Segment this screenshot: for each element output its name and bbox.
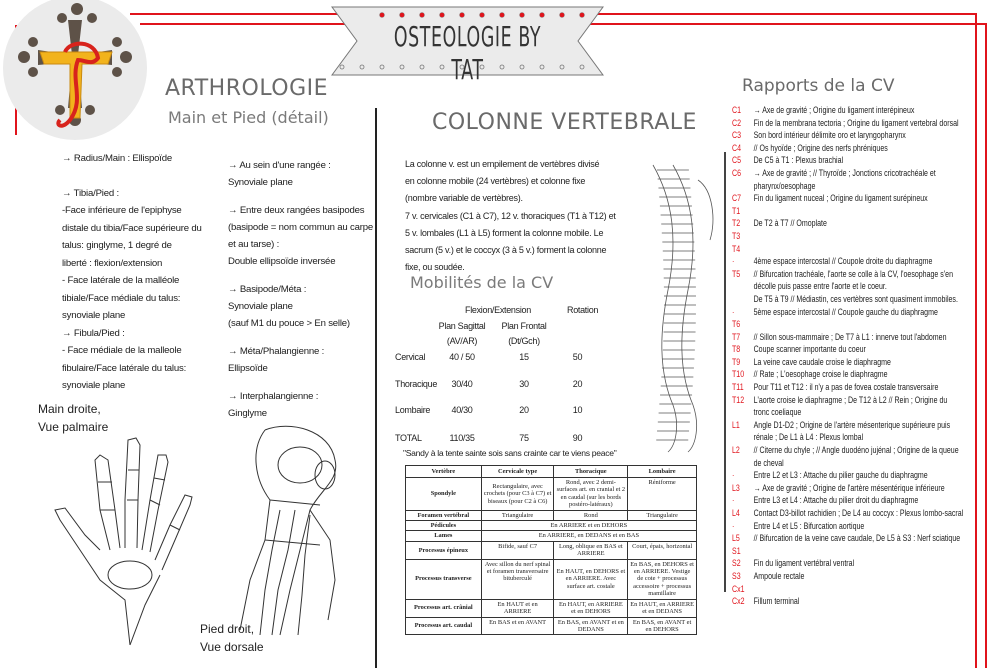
text-line: Synoviale plane [228, 301, 293, 312]
text-line: 5 v. lombales (L1 à L5) forment la colonne mobile. Le [405, 227, 604, 238]
text-line [228, 332, 378, 343]
vertebra-label: S2 [732, 558, 741, 569]
arthrologie-title: ARTHROLOGIE [165, 76, 329, 101]
text-line: La colonne v. est un empilement de vertèbres divisé [405, 159, 600, 169]
vertebra-comparison-table [405, 465, 697, 635]
text-line: fixe, ou soudée. [405, 262, 465, 273]
text-line: → Au sein d'une rangée : [228, 160, 331, 171]
table-row [406, 521, 697, 531]
rapport-item [732, 469, 964, 482]
rapport-item [732, 595, 964, 608]
text-line: distale du tibia/Face supérieure du [62, 222, 202, 234]
rapport-text [754, 230, 964, 243]
rapport-item [732, 293, 964, 306]
column-divider [724, 152, 726, 592]
vertebra-label: Cx1 [732, 583, 745, 594]
rapport-item [732, 129, 964, 142]
vertebra-label: T8 [732, 344, 741, 355]
rotation-header: Rotation [567, 305, 599, 315]
frame-line [975, 13, 977, 668]
table-row [406, 478, 697, 511]
text-line: liberté : flexion/extension [62, 257, 163, 269]
rapport-item [732, 117, 964, 130]
text-line: -Face inférieure de l'epiphyse [62, 205, 182, 216]
text-line: → Entre deux rangées basipodes [228, 205, 365, 216]
table-row [406, 541, 697, 559]
vertebra-label: L1 [732, 419, 740, 430]
text-line: et au tarse) : [228, 239, 280, 250]
header-cell: Lombaire [628, 466, 697, 478]
rapport-text: De C5 à T1 : Plexus brachial [753, 155, 844, 166]
mobility-value: 90 [572, 433, 583, 443]
rapport-text: L'aorte croise le diaphragme ; De T12 à L2 // Rein ; Origine du tronc coeliaque [753, 394, 948, 418]
rapport-text: La veine cave caudale croise le diaphragme [753, 356, 891, 367]
vertebra-label: C2 [732, 117, 741, 128]
vertebra-label: C5 [732, 155, 741, 166]
rapport-item [732, 142, 964, 155]
rapport-item [732, 356, 964, 369]
rapport-item [732, 583, 964, 596]
rapport-item [732, 306, 964, 319]
rapport-item [732, 167, 964, 192]
rapport-text: → Axe de gravité ; // Thyroïde ; Jonctions cricotrachéale et pharynx/oesophage [753, 167, 936, 191]
cell: Court, épais, horizontal [628, 541, 697, 559]
row-label: Processus épineux [406, 541, 482, 559]
text-line: → Basipode/Méta : [228, 284, 307, 295]
row-label: Pédicules [406, 521, 482, 531]
row-label: Spondyle [406, 478, 482, 511]
text-line: synoviale plane [62, 380, 126, 391]
flexion-header: Flexion/Extension [465, 305, 531, 315]
rapport-text: → Axe de gravité ; Origine de l'artère mésentérique inférieure [753, 482, 945, 493]
text-line: sacrum (5 v.) et le coccyx (3 à 5 v.) forment la colonne [405, 245, 607, 256]
mobility-row-label: Thoracique [395, 379, 438, 389]
cell: En ARRIERE, en DEDANS et en BAS [481, 531, 696, 541]
rapport-item [732, 255, 964, 268]
text-line: (nombre variable de vertèbres). [405, 193, 523, 204]
text-line: en colonne mobile (24 vertèbres) et colonne fixe [405, 176, 586, 187]
cell: En ARRIERE et en DEHORS [481, 521, 696, 531]
row-label: Processus transverse [406, 559, 482, 599]
row-label: Processus art. caudal [406, 617, 482, 635]
rapport-item [732, 192, 964, 205]
header-cell: Thoracique [554, 466, 628, 478]
rapport-item [732, 570, 964, 583]
text-line: (sauf M1 du pouce > En selle) [228, 318, 350, 329]
hand-label-line: Vue palmaire [38, 420, 109, 434]
rapport-text: Fillum terminal [753, 596, 800, 607]
text-line: → Radius/Main : Ellispoïde [62, 153, 172, 164]
row-label: Foramen vertébral [406, 510, 482, 520]
table-row [406, 510, 697, 520]
vertebra-label: T11 [732, 382, 744, 393]
rapport-item [732, 230, 964, 243]
header-line: (Dt/Gch) [508, 336, 540, 346]
rapport-text: De T5 à T9 // Médiastin, ces vertèbres sont quasiment immobiles. [753, 293, 958, 304]
vertebra-label: · [732, 495, 735, 506]
cell: En BAS, en AVANT et en DEDANS [554, 617, 628, 635]
rapport-text: Entre L3 et L4 : Attache du pilier droit du diaphragme [753, 495, 919, 506]
mobility-row-label: Lombaire [395, 405, 431, 415]
row-label: Lames [406, 531, 482, 541]
table-row [406, 599, 697, 617]
table-header-row [406, 466, 697, 478]
vertebra-label: T6 [732, 319, 741, 330]
mobility-value: 50 [572, 352, 583, 362]
cell: En BAS et en AVANT [481, 617, 554, 635]
rapport-item [732, 532, 964, 545]
vertebra-label: Cx2 [732, 596, 745, 607]
rapport-text: Entre L2 et L3 : Attache du pilier gauche du diaphragme [753, 470, 928, 481]
header-line: (AV/AR) [446, 336, 478, 346]
vertebra-label [732, 293, 754, 306]
table-row [406, 559, 697, 599]
mobility-row-label: Cervical [395, 352, 426, 362]
mobility-value: 30 [519, 379, 529, 389]
arthrologie-col2 [228, 157, 378, 422]
rapport-text: → Axe de gravité ; Origine du ligament interépineux [753, 105, 915, 115]
rapport-text: Ampoule rectale [753, 570, 805, 581]
rapport-text: Fin du ligament vertébral ventral [753, 558, 855, 569]
cell: En BAS, en DEHORS et en ARRIERE. Vestige de cote + processus accessoire + processus mamillaire [628, 559, 697, 599]
rapport-text: 5ème espace intercostal // Coupole gauche du diaphragme [753, 306, 938, 317]
vertebra-label: L4 [732, 508, 740, 518]
vertebra-label: T5 [732, 268, 741, 279]
vertebra-label: C4 [732, 142, 741, 153]
rapport-item [732, 331, 964, 344]
header-cell: Vertèbre [406, 466, 482, 478]
cell: Avec sillon du nerf spinal et foramen transversaire bituberculé [481, 559, 554, 599]
arthrologie-col1 [62, 150, 227, 395]
rapport-text: // Os hyoïde ; Origine des nerfs phréniques [753, 142, 888, 153]
rapport-text: Coupe scanner importante du coeur [753, 344, 866, 355]
cell: Bifide, sauf C7 [481, 541, 554, 559]
vertebra-label: T2 [732, 218, 741, 229]
vertebra-label: L5 [732, 533, 740, 544]
text-line: talus: ginglyme, 1 degré de [62, 240, 172, 251]
text-line: - Face médiale de la malleole [62, 345, 182, 356]
rapport-item [732, 343, 964, 356]
text-line [228, 377, 378, 388]
mobility-value: 75 [519, 433, 529, 443]
colonne-title: COLONNE VERTEBRALE [432, 110, 697, 135]
text-line: (basipode = nom commun au carpe [228, 222, 373, 233]
rapports-list [732, 104, 964, 608]
mobility-value: 30/40 [451, 379, 473, 389]
foot-label-line: Vue dorsale [200, 640, 264, 654]
mobility-value: 10 [572, 405, 583, 415]
vertebra-label: · [732, 306, 735, 317]
foot-label-line: Pied droit, [200, 622, 255, 636]
rapport-text: De T2 à T7 // Omoplate [753, 218, 827, 229]
mobility-value: 110/35 [449, 433, 475, 443]
cell: Réniforme [628, 478, 697, 511]
vertebra-label: S3 [732, 570, 741, 581]
rapport-text: Entre L4 et L5 : Bifurcation aortique [753, 520, 865, 531]
text-line: Synoviale plane [228, 177, 293, 188]
cell: Rond [554, 510, 628, 520]
vertebra-label: C6 [732, 167, 741, 178]
vertebra-label: C1 [732, 105, 741, 115]
vertebra-label: C3 [732, 130, 741, 141]
rapport-item [732, 381, 964, 394]
rapport-item [732, 482, 964, 495]
foot-dorsal-drawing [210, 420, 375, 645]
text-line [228, 191, 378, 202]
mobilites-title: Mobilités de la CV [410, 273, 554, 292]
vertebra-label: · [732, 470, 735, 481]
rapport-item [732, 507, 964, 520]
rapport-item [732, 394, 964, 419]
banner-title: OSTEOLOGIE BY TAT [393, 20, 542, 86]
mobility-value: 15 [519, 352, 529, 362]
rapport-item [732, 520, 964, 533]
vertebra-label: T12 [732, 394, 745, 405]
cell: En HAUT et en ARRIERE [481, 599, 554, 617]
cell: Long, oblique en BAS et ARRIERE [554, 541, 628, 559]
rapport-text: Son bord intérieur délimite oro et laryngopharynx [753, 130, 906, 141]
text-line: → Méta/Phalangienne : [228, 346, 325, 357]
rapport-item [732, 444, 964, 469]
logo-occitan-cross-icon [0, 0, 150, 142]
rapport-text [754, 243, 964, 256]
sagittal-header [432, 319, 492, 349]
hand-label-line: Main droite, [38, 402, 101, 416]
vertebra-label: · [732, 520, 735, 531]
rapport-text: // Citerne du chyle ; // Angle duodéno jujénal ; Origine de la queue de cheval [753, 445, 959, 468]
mobility-value: 40 / 50 [449, 352, 475, 362]
header-cell: Cervicale type [481, 466, 554, 478]
rapport-text: Contact D3-billot rachidien ; De L4 au coccyx : Plexus lombo-sacral [753, 508, 964, 518]
cell: Rond, avec 2 demi-surfaces art. en cranial et 2 en caudal (sur les bords postéro-latéraux) [554, 478, 628, 511]
header-line: Plan Sagittal [438, 321, 486, 331]
mobility-value: 20 [572, 379, 583, 389]
rapport-item [732, 243, 964, 256]
hand-label [38, 400, 108, 436]
table-row [406, 531, 697, 541]
vertebra-label: T7 [732, 331, 741, 342]
frame-line [985, 23, 987, 668]
cell: En HAUT, en DEHORS et en ARRIERE. Avec surface art. costale [554, 559, 628, 599]
vertebra-label: T4 [732, 243, 741, 254]
text-line: → Tibia/Pied : [62, 187, 119, 199]
vertebra-label: T9 [732, 356, 741, 367]
vertebra-label: T10 [732, 369, 745, 380]
rapport-text: 4ème espace intercostal // Coupole droite du diaphragme [753, 256, 933, 267]
text-line: → Interphalangienne : [228, 391, 319, 402]
cell: Triangulaire [481, 510, 554, 520]
rapport-item [732, 217, 964, 230]
text-line: - Face latérale de la malléole [62, 275, 180, 286]
cell: Triangulaire [628, 510, 697, 520]
colonne-paragraph [405, 156, 640, 276]
vertebra-label: L3 [732, 482, 740, 493]
text-line: Double ellipsoïde inversée [228, 256, 336, 267]
text-line [62, 168, 227, 185]
rapport-item [732, 494, 964, 507]
cell: En HAUT, en ARRIERE et en DEHORS [554, 599, 628, 617]
vertebra-label: C7 [732, 193, 741, 204]
rapport-text: Fin de la membrana tectoria ; Origine du ligament vertebral dorsal [753, 117, 959, 128]
mnemonic: "Sandy à la tente sainte sois sans crainte car te viens peace" [403, 448, 617, 458]
rapport-text: // Rate ; L'oesophage croise le diaphragme [753, 369, 888, 380]
vertebra-label: T3 [732, 230, 741, 241]
table-row [406, 617, 697, 635]
mobility-value: 40/30 [451, 405, 473, 415]
rapports-title: Rapports de la CV [742, 76, 895, 96]
cell: Rectangulaire, avec crochets (pour C3 à C7) et biseaux (pour C2 à C6) [481, 478, 554, 511]
text-line [228, 270, 378, 281]
text-line: synoviale plane [62, 310, 126, 321]
column-divider [375, 108, 377, 668]
text-line: 7 v. cervicales (C1 à C7), 12 v. thoraciques (T1 à T12) et [405, 210, 616, 221]
spine-drawing [618, 160, 723, 455]
rapport-item [732, 318, 964, 331]
rapport-text: Angle D1-D2 ; Origine de l'artère mésenterique supérieure puis rénale ; De L1 à L4 : Plexus lombal [753, 419, 951, 443]
text-line: fibulaire/Face latérale du talus: [62, 362, 187, 374]
rapport-item [732, 154, 964, 167]
row-label: Processus art. crânial [406, 599, 482, 617]
frontal-header [494, 319, 554, 349]
rapport-text: // Sillon sous-mammaire ; De T7 à L1 : innerve tout l'abdomen [753, 331, 947, 342]
rapport-text [754, 318, 964, 331]
arthrologie-subtitle: Main et Pied (détail) [168, 108, 329, 127]
rapport-text [754, 545, 964, 558]
text-line: tibiale/Face médiale du talus: [62, 292, 181, 304]
vertebra-label: L2 [732, 445, 740, 456]
foot-label [200, 620, 264, 656]
rapport-text [754, 205, 964, 218]
rapport-item [732, 557, 964, 570]
cell: En BAS, en AVANT et en DEHORS [628, 617, 697, 635]
rapport-item [732, 104, 964, 117]
vertebra-label: S1 [732, 545, 741, 556]
text-line: Ellipsoïde [228, 363, 268, 374]
rapport-item [732, 545, 964, 558]
cell: En HAUT, en ARRIERE et en DEDANS [628, 599, 697, 617]
vertebra-label: T1 [732, 205, 741, 216]
rapport-item [732, 368, 964, 381]
rapport-text: Pour T11 et T12 : il n'y a pas de fovea costale transversaire [753, 382, 939, 393]
rapport-item [732, 205, 964, 218]
rapport-item [732, 419, 964, 444]
hand-palmar-drawing [40, 400, 220, 650]
rapport-text [754, 583, 964, 596]
mobility-row-label: TOTAL [395, 433, 422, 443]
text-line: Ginglyme [228, 408, 267, 419]
vertebra-label: · [732, 256, 735, 267]
rapport-item [732, 268, 964, 293]
rapport-text: Fin du ligament nuceal ; Origine du ligament surépineux [753, 193, 928, 204]
mobility-value: 20 [519, 405, 529, 415]
text-line: → Fibula/Pied : [62, 327, 125, 339]
rapport-text: // Bifurcation de la veine cave caudale, De L5 à S3 : Nerf sciatique [753, 533, 961, 544]
rapport-text: // Bifurcation trachéale, l'aorte se colle à la CV, l'oesophage s'en décolle puis passe entre l'aorte et le coeur. [753, 268, 953, 292]
header-line: Plan Frontal [501, 321, 547, 331]
